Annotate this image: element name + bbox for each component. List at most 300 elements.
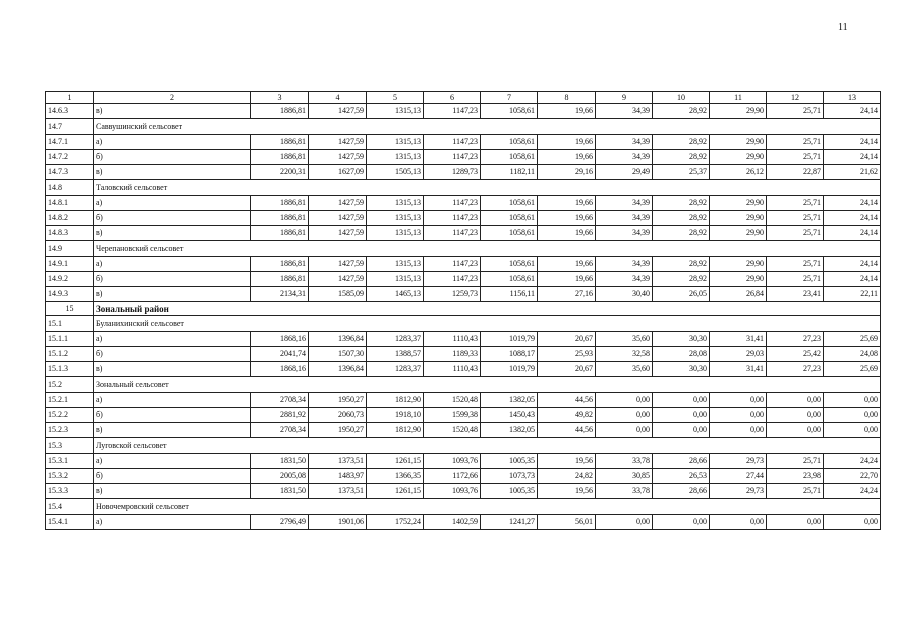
value-cell: 23,98 bbox=[767, 469, 824, 484]
value-cell: 34,39 bbox=[596, 135, 653, 150]
value-cell: 24,14 bbox=[824, 272, 881, 287]
value-cell: 0,00 bbox=[596, 408, 653, 423]
value-cell: 1886,81 bbox=[251, 135, 309, 150]
value-cell: 1427,59 bbox=[309, 196, 367, 211]
value-cell: 31,41 bbox=[710, 362, 767, 377]
column-number-cell: 7 bbox=[481, 92, 538, 104]
value-cell: 0,00 bbox=[653, 515, 710, 530]
value-cell: 1396,84 bbox=[309, 332, 367, 347]
value-cell: 25,71 bbox=[767, 196, 824, 211]
value-cell: 1058,61 bbox=[481, 150, 538, 165]
tariff-table bbox=[45, 91, 881, 530]
value-cell: 26,53 bbox=[653, 469, 710, 484]
value-cell: 0,00 bbox=[653, 408, 710, 423]
row-code-cell: 14.7.3 bbox=[46, 165, 94, 180]
value-cell: 1058,61 bbox=[481, 196, 538, 211]
value-cell: 27,44 bbox=[710, 469, 767, 484]
value-cell: 28,92 bbox=[653, 211, 710, 226]
value-cell: 28,08 bbox=[653, 347, 710, 362]
variant-label-cell: в) bbox=[94, 287, 251, 302]
value-cell: 28,92 bbox=[653, 104, 710, 119]
section-row bbox=[46, 119, 881, 135]
value-cell: 1283,37 bbox=[367, 362, 424, 377]
value-cell: 0,00 bbox=[767, 515, 824, 530]
table-row bbox=[46, 226, 881, 241]
variant-label-cell: б) bbox=[94, 408, 251, 423]
row-code-cell: 15.1.1 bbox=[46, 332, 94, 347]
value-cell: 1427,59 bbox=[309, 104, 367, 119]
section-code-cell: 14.7 bbox=[46, 119, 94, 135]
value-cell: 20,67 bbox=[538, 362, 596, 377]
value-cell: 1147,23 bbox=[424, 272, 481, 287]
value-cell: 31,41 bbox=[710, 332, 767, 347]
value-cell: 35,60 bbox=[596, 332, 653, 347]
value-cell: 1019,79 bbox=[481, 362, 538, 377]
column-number-cell: 6 bbox=[424, 92, 481, 104]
value-cell: 0,00 bbox=[710, 423, 767, 438]
column-number-cell: 13 bbox=[824, 92, 881, 104]
row-code-cell: 15.2.2 bbox=[46, 408, 94, 423]
value-cell: 0,00 bbox=[596, 393, 653, 408]
value-cell: 1886,81 bbox=[251, 226, 309, 241]
value-cell: 1465,13 bbox=[367, 287, 424, 302]
section-row bbox=[46, 499, 881, 515]
value-cell: 1058,61 bbox=[481, 104, 538, 119]
value-cell: 28,92 bbox=[653, 272, 710, 287]
section-row bbox=[46, 180, 881, 196]
value-cell: 29,90 bbox=[710, 135, 767, 150]
value-cell: 1315,13 bbox=[367, 272, 424, 287]
table-row bbox=[46, 150, 881, 165]
value-cell: 26,12 bbox=[710, 165, 767, 180]
section-code-cell: 15.4 bbox=[46, 499, 94, 515]
value-cell: 34,39 bbox=[596, 104, 653, 119]
variant-label-cell: а) bbox=[94, 515, 251, 530]
value-cell: 56,01 bbox=[538, 515, 596, 530]
column-number-cell: 2 bbox=[94, 92, 251, 104]
value-cell: 1088,17 bbox=[481, 347, 538, 362]
value-cell: 25,71 bbox=[767, 135, 824, 150]
value-cell: 1259,73 bbox=[424, 287, 481, 302]
value-cell: 25,71 bbox=[767, 484, 824, 499]
value-cell: 19,66 bbox=[538, 150, 596, 165]
value-cell: 25,71 bbox=[767, 226, 824, 241]
section-code-cell: 15.2 bbox=[46, 377, 94, 393]
value-cell: 1950,27 bbox=[309, 423, 367, 438]
value-cell: 25,71 bbox=[767, 272, 824, 287]
row-code-cell: 15.2.1 bbox=[46, 393, 94, 408]
value-cell: 28,92 bbox=[653, 135, 710, 150]
section-row bbox=[46, 377, 881, 393]
section-name-cell: Буланихинский сельсовет bbox=[94, 316, 881, 332]
section-row bbox=[46, 241, 881, 257]
row-code-cell: 14.7.2 bbox=[46, 150, 94, 165]
section-code-cell: 15.3 bbox=[46, 438, 94, 454]
value-cell: 22,87 bbox=[767, 165, 824, 180]
column-number-cell: 10 bbox=[653, 92, 710, 104]
value-cell: 29,90 bbox=[710, 196, 767, 211]
value-cell: 1382,05 bbox=[481, 423, 538, 438]
table-row bbox=[46, 332, 881, 347]
value-cell: 29,03 bbox=[710, 347, 767, 362]
value-cell: 25,71 bbox=[767, 104, 824, 119]
value-cell: 28,92 bbox=[653, 226, 710, 241]
value-cell: 1315,13 bbox=[367, 150, 424, 165]
variant-label-cell: в) bbox=[94, 484, 251, 499]
value-cell: 0,00 bbox=[767, 393, 824, 408]
value-cell: 30,85 bbox=[596, 469, 653, 484]
value-cell: 1315,13 bbox=[367, 135, 424, 150]
table-row bbox=[46, 423, 881, 438]
value-cell: 2005,08 bbox=[251, 469, 309, 484]
value-cell: 29,90 bbox=[710, 104, 767, 119]
value-cell: 25,71 bbox=[767, 150, 824, 165]
value-cell: 19,56 bbox=[538, 454, 596, 469]
value-cell: 1886,81 bbox=[251, 196, 309, 211]
value-cell: 0,00 bbox=[824, 423, 881, 438]
value-cell: 1315,13 bbox=[367, 226, 424, 241]
table-row bbox=[46, 287, 881, 302]
value-cell: 0,00 bbox=[653, 393, 710, 408]
value-cell: 28,92 bbox=[653, 196, 710, 211]
value-cell: 1315,13 bbox=[367, 257, 424, 272]
row-code-cell: 15.3.2 bbox=[46, 469, 94, 484]
variant-label-cell: в) bbox=[94, 362, 251, 377]
variant-label-cell: б) bbox=[94, 347, 251, 362]
region-code-cell: 15 bbox=[46, 302, 94, 316]
value-cell: 34,39 bbox=[596, 272, 653, 287]
value-cell: 1901,06 bbox=[309, 515, 367, 530]
value-cell: 19,56 bbox=[538, 484, 596, 499]
value-cell: 0,00 bbox=[824, 393, 881, 408]
value-cell: 24,14 bbox=[824, 257, 881, 272]
value-cell: 29,90 bbox=[710, 257, 767, 272]
row-code-cell: 14.7.1 bbox=[46, 135, 94, 150]
table-row bbox=[46, 362, 881, 377]
value-cell: 1507,30 bbox=[309, 347, 367, 362]
value-cell: 1315,13 bbox=[367, 196, 424, 211]
value-cell: 24,14 bbox=[824, 211, 881, 226]
row-code-cell: 15.2.3 bbox=[46, 423, 94, 438]
section-name-cell: Черепановский сельсовет bbox=[94, 241, 881, 257]
value-cell: 1427,59 bbox=[309, 257, 367, 272]
value-cell: 1147,23 bbox=[424, 211, 481, 226]
page-number: 11 bbox=[838, 22, 848, 33]
row-code-cell: 14.8.1 bbox=[46, 196, 94, 211]
value-cell: 34,39 bbox=[596, 196, 653, 211]
section-row bbox=[46, 316, 881, 332]
value-cell: 1402,59 bbox=[424, 515, 481, 530]
value-cell: 1585,09 bbox=[309, 287, 367, 302]
value-cell: 23,41 bbox=[767, 287, 824, 302]
value-cell: 22,11 bbox=[824, 287, 881, 302]
value-cell: 1752,24 bbox=[367, 515, 424, 530]
value-cell: 0,00 bbox=[767, 423, 824, 438]
value-cell: 1388,57 bbox=[367, 347, 424, 362]
variant-label-cell: б) bbox=[94, 211, 251, 226]
section-name-cell: Саввушинский сельсовет bbox=[94, 119, 881, 135]
value-cell: 34,39 bbox=[596, 257, 653, 272]
value-cell: 0,00 bbox=[824, 408, 881, 423]
value-cell: 25,71 bbox=[767, 454, 824, 469]
value-cell: 25,71 bbox=[767, 257, 824, 272]
value-cell: 1172,66 bbox=[424, 469, 481, 484]
section-name-cell: Новочемровский сельсовет bbox=[94, 499, 881, 515]
value-cell: 1427,59 bbox=[309, 150, 367, 165]
value-cell: 2708,34 bbox=[251, 393, 309, 408]
value-cell: 21,62 bbox=[824, 165, 881, 180]
value-cell: 35,60 bbox=[596, 362, 653, 377]
value-cell: 1427,59 bbox=[309, 211, 367, 226]
variant-label-cell: а) bbox=[94, 257, 251, 272]
value-cell: 1427,59 bbox=[309, 226, 367, 241]
value-cell: 29,49 bbox=[596, 165, 653, 180]
value-cell: 29,73 bbox=[710, 484, 767, 499]
variant-label-cell: а) bbox=[94, 135, 251, 150]
value-cell: 22,70 bbox=[824, 469, 881, 484]
value-cell: 29,90 bbox=[710, 226, 767, 241]
value-cell: 0,00 bbox=[824, 515, 881, 530]
value-cell: 1058,61 bbox=[481, 257, 538, 272]
value-cell: 19,66 bbox=[538, 257, 596, 272]
value-cell: 1812,90 bbox=[367, 393, 424, 408]
value-cell: 27,23 bbox=[767, 332, 824, 347]
value-cell: 1505,13 bbox=[367, 165, 424, 180]
row-code-cell: 14.8.2 bbox=[46, 211, 94, 226]
column-number-cell: 4 bbox=[309, 92, 367, 104]
column-number-cell: 12 bbox=[767, 92, 824, 104]
value-cell: 25,69 bbox=[824, 362, 881, 377]
value-cell: 1283,37 bbox=[367, 332, 424, 347]
value-cell: 1110,43 bbox=[424, 362, 481, 377]
value-cell: 1073,73 bbox=[481, 469, 538, 484]
value-cell: 0,00 bbox=[710, 393, 767, 408]
value-cell: 34,39 bbox=[596, 211, 653, 226]
value-cell: 1058,61 bbox=[481, 211, 538, 226]
variant-label-cell: а) bbox=[94, 393, 251, 408]
variant-label-cell: в) bbox=[94, 165, 251, 180]
value-cell: 1289,73 bbox=[424, 165, 481, 180]
value-cell: 1005,35 bbox=[481, 484, 538, 499]
table-row bbox=[46, 165, 881, 180]
value-cell: 24,14 bbox=[824, 226, 881, 241]
variant-label-cell: б) bbox=[94, 272, 251, 287]
value-cell: 1182,11 bbox=[481, 165, 538, 180]
value-cell: 30,40 bbox=[596, 287, 653, 302]
value-cell: 1315,13 bbox=[367, 104, 424, 119]
value-cell: 1147,23 bbox=[424, 135, 481, 150]
value-cell: 1396,84 bbox=[309, 362, 367, 377]
row-code-cell: 14.8.3 bbox=[46, 226, 94, 241]
value-cell: 1450,43 bbox=[481, 408, 538, 423]
variant-label-cell: б) bbox=[94, 150, 251, 165]
value-cell: 32,58 bbox=[596, 347, 653, 362]
value-cell: 24,24 bbox=[824, 454, 881, 469]
value-cell: 1261,15 bbox=[367, 454, 424, 469]
value-cell: 24,14 bbox=[824, 150, 881, 165]
section-row bbox=[46, 438, 881, 454]
value-cell: 1241,27 bbox=[481, 515, 538, 530]
variant-label-cell: а) bbox=[94, 196, 251, 211]
value-cell: 1315,13 bbox=[367, 211, 424, 226]
value-cell: 1058,61 bbox=[481, 135, 538, 150]
table-row bbox=[46, 393, 881, 408]
value-cell: 25,37 bbox=[653, 165, 710, 180]
column-number-cell: 3 bbox=[251, 92, 309, 104]
value-cell: 29,90 bbox=[710, 272, 767, 287]
value-cell: 0,00 bbox=[767, 408, 824, 423]
variant-label-cell: в) bbox=[94, 226, 251, 241]
value-cell: 25,42 bbox=[767, 347, 824, 362]
row-code-cell: 15.1.2 bbox=[46, 347, 94, 362]
value-cell: 0,00 bbox=[710, 515, 767, 530]
variant-label-cell: а) bbox=[94, 454, 251, 469]
row-code-cell: 14.6.3 bbox=[46, 104, 94, 119]
table-row bbox=[46, 454, 881, 469]
value-cell: 29,90 bbox=[710, 150, 767, 165]
value-cell: 29,73 bbox=[710, 454, 767, 469]
row-code-cell: 15.3.3 bbox=[46, 484, 94, 499]
value-cell: 19,66 bbox=[538, 272, 596, 287]
value-cell: 1886,81 bbox=[251, 272, 309, 287]
column-number-cell: 5 bbox=[367, 92, 424, 104]
value-cell: 19,66 bbox=[538, 226, 596, 241]
value-cell: 30,30 bbox=[653, 362, 710, 377]
value-cell: 2134,31 bbox=[251, 287, 309, 302]
section-code-cell: 14.8 bbox=[46, 180, 94, 196]
value-cell: 1093,76 bbox=[424, 454, 481, 469]
value-cell: 24,14 bbox=[824, 135, 881, 150]
value-cell: 0,00 bbox=[653, 423, 710, 438]
value-cell: 1886,81 bbox=[251, 257, 309, 272]
table-row bbox=[46, 196, 881, 211]
value-cell: 1427,59 bbox=[309, 272, 367, 287]
value-cell: 1093,76 bbox=[424, 484, 481, 499]
table-row bbox=[46, 211, 881, 226]
row-code-cell: 15.3.1 bbox=[46, 454, 94, 469]
row-code-cell: 15.1.3 bbox=[46, 362, 94, 377]
value-cell: 2708,34 bbox=[251, 423, 309, 438]
value-cell: 20,67 bbox=[538, 332, 596, 347]
value-cell: 24,24 bbox=[824, 484, 881, 499]
value-cell: 25,69 bbox=[824, 332, 881, 347]
value-cell: 28,92 bbox=[653, 257, 710, 272]
value-cell: 1868,16 bbox=[251, 362, 309, 377]
value-cell: 29,90 bbox=[710, 211, 767, 226]
value-cell: 1950,27 bbox=[309, 393, 367, 408]
row-code-cell: 14.9.1 bbox=[46, 257, 94, 272]
value-cell: 1147,23 bbox=[424, 226, 481, 241]
value-cell: 24,82 bbox=[538, 469, 596, 484]
section-code-cell: 14.9 bbox=[46, 241, 94, 257]
row-code-cell: 14.9.3 bbox=[46, 287, 94, 302]
value-cell: 1483,97 bbox=[309, 469, 367, 484]
value-cell: 1831,50 bbox=[251, 454, 309, 469]
value-cell: 33,78 bbox=[596, 484, 653, 499]
value-cell: 2796,49 bbox=[251, 515, 309, 530]
value-cell: 27,23 bbox=[767, 362, 824, 377]
value-cell: 1156,11 bbox=[481, 287, 538, 302]
value-cell: 1382,05 bbox=[481, 393, 538, 408]
value-cell: 1110,43 bbox=[424, 332, 481, 347]
value-cell: 19,66 bbox=[538, 196, 596, 211]
value-cell: 1886,81 bbox=[251, 211, 309, 226]
table-row bbox=[46, 515, 881, 530]
value-cell: 19,66 bbox=[538, 135, 596, 150]
value-cell: 1918,10 bbox=[367, 408, 424, 423]
value-cell: 1427,59 bbox=[309, 135, 367, 150]
table-row bbox=[46, 347, 881, 362]
value-cell: 26,84 bbox=[710, 287, 767, 302]
table-row bbox=[46, 135, 881, 150]
table-row bbox=[46, 272, 881, 287]
value-cell: 44,56 bbox=[538, 423, 596, 438]
value-cell: 24,14 bbox=[824, 104, 881, 119]
variant-label-cell: в) bbox=[94, 423, 251, 438]
section-code-cell: 15.1 bbox=[46, 316, 94, 332]
value-cell: 0,00 bbox=[710, 408, 767, 423]
value-cell: 1627,09 bbox=[309, 165, 367, 180]
value-cell: 2060,73 bbox=[309, 408, 367, 423]
table-row bbox=[46, 484, 881, 499]
row-code-cell: 15.4.1 bbox=[46, 515, 94, 530]
value-cell: 1147,23 bbox=[424, 257, 481, 272]
value-cell: 1812,90 bbox=[367, 423, 424, 438]
value-cell: 24,08 bbox=[824, 347, 881, 362]
value-cell: 1005,35 bbox=[481, 454, 538, 469]
value-cell: 30,30 bbox=[653, 332, 710, 347]
value-cell: 24,14 bbox=[824, 196, 881, 211]
value-cell: 1147,23 bbox=[424, 150, 481, 165]
value-cell: 19,66 bbox=[538, 211, 596, 226]
variant-label-cell: б) bbox=[94, 469, 251, 484]
value-cell: 2881,92 bbox=[251, 408, 309, 423]
value-cell: 19,66 bbox=[538, 104, 596, 119]
region-row bbox=[46, 302, 881, 316]
value-cell: 1366,35 bbox=[367, 469, 424, 484]
value-cell: 1868,16 bbox=[251, 332, 309, 347]
value-cell: 0,00 bbox=[596, 515, 653, 530]
value-cell: 29,16 bbox=[538, 165, 596, 180]
variant-label-cell: а) bbox=[94, 332, 251, 347]
value-cell: 49,82 bbox=[538, 408, 596, 423]
section-name-cell: Таловский сельсовет bbox=[94, 180, 881, 196]
value-cell: 1373,51 bbox=[309, 454, 367, 469]
value-cell: 1189,33 bbox=[424, 347, 481, 362]
value-cell: 1058,61 bbox=[481, 226, 538, 241]
value-cell: 1886,81 bbox=[251, 150, 309, 165]
row-code-cell: 14.9.2 bbox=[46, 272, 94, 287]
region-name-cell: Зональный район bbox=[94, 302, 881, 316]
value-cell: 1261,15 bbox=[367, 484, 424, 499]
value-cell: 25,71 bbox=[767, 211, 824, 226]
value-cell: 1147,23 bbox=[424, 104, 481, 119]
value-cell: 1831,50 bbox=[251, 484, 309, 499]
table-row bbox=[46, 104, 881, 119]
value-cell: 34,39 bbox=[596, 226, 653, 241]
column-number-cell: 1 bbox=[46, 92, 94, 104]
value-cell: 1019,79 bbox=[481, 332, 538, 347]
value-cell: 1058,61 bbox=[481, 272, 538, 287]
value-cell: 1147,23 bbox=[424, 196, 481, 211]
column-number-cell: 8 bbox=[538, 92, 596, 104]
column-number-cell: 11 bbox=[710, 92, 767, 104]
table-row bbox=[46, 408, 881, 423]
table-body bbox=[46, 92, 881, 530]
value-cell: 0,00 bbox=[596, 423, 653, 438]
column-number-cell: 9 bbox=[596, 92, 653, 104]
value-cell: 33,78 bbox=[596, 454, 653, 469]
